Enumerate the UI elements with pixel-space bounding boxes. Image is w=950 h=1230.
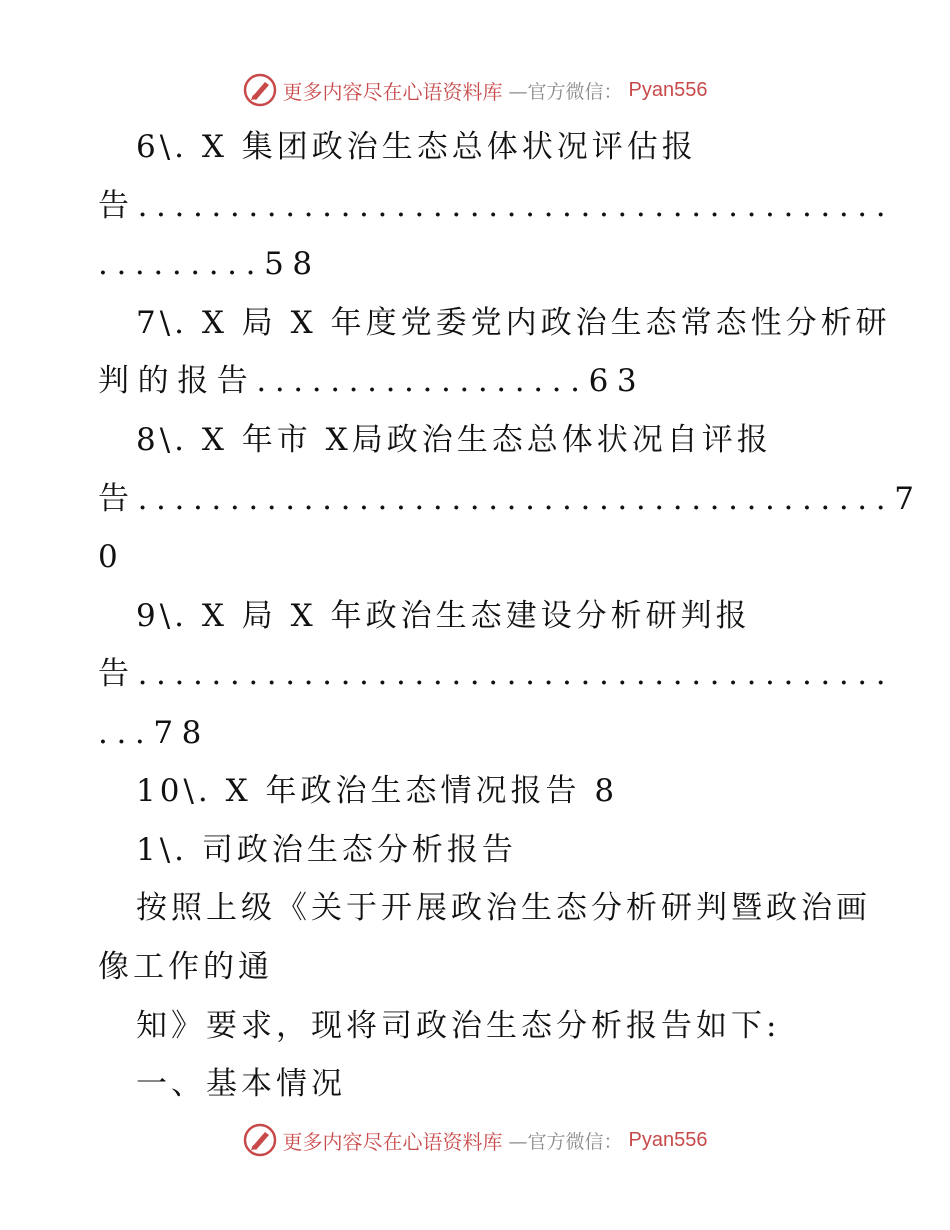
- watermark-main-text: 更多内容尽在心语资料库: [282, 79, 503, 104]
- watermark-banner-top: [0, 70, 950, 110]
- toc-entry-8-leader: 告.........................................7: [98, 481, 923, 517]
- pen-logo-icon: [243, 73, 277, 107]
- subsection-heading-basic: 一、基本情况: [136, 1066, 346, 1102]
- toc-entry-7-title: 7\. X 局 X 年度党委党内政治生态常态性分析研: [136, 305, 891, 341]
- paragraph-1-line-1: 按照上级《关于开展政治生态分析研判暨政治画: [136, 890, 871, 926]
- toc-entry-6-leader: 告.........................................: [98, 188, 895, 224]
- toc-entry-6-page: .........58: [98, 246, 321, 282]
- section-heading-1: 1\. 司政治生态分析报告: [136, 832, 517, 868]
- watermark-separator-text: —官方微信：: [508, 80, 623, 103]
- toc-entry-10: 10\. X 年政治生态情况报告 8: [136, 773, 619, 809]
- toc-entry-9-page: ...78: [98, 715, 211, 751]
- toc-entry-8-page: 0: [98, 539, 118, 575]
- pen-logo-icon: [243, 1123, 277, 1157]
- toc-entry-9-leader: 告.........................................: [98, 656, 895, 692]
- paragraph-1-line-2: 像工作的通: [98, 949, 273, 985]
- watermark-separator-text: —官方微信：: [508, 1130, 623, 1153]
- toc-entry-7-page: 判的报告..................63: [98, 363, 646, 399]
- watermark-wechat-id: Pyan556: [628, 1128, 708, 1151]
- watermark-wechat-id: Pyan556: [628, 78, 708, 101]
- paragraph-1-line-3: 知》要求，现将司政治生态分析报告如下:: [136, 1008, 781, 1044]
- toc-entry-9-title: 9\. X 局 X 年政治生态建设分析研判报: [136, 598, 751, 634]
- toc-entry-6-title: 6\. X 集团政治生态总体状况评估报: [136, 129, 697, 165]
- toc-entry-8-title: 8\. X 年市 X局政治生态总体状况自评报: [136, 422, 772, 458]
- watermark-banner-bottom: [0, 1120, 950, 1160]
- watermark-main-text: 更多内容尽在心语资料库: [282, 1129, 503, 1154]
